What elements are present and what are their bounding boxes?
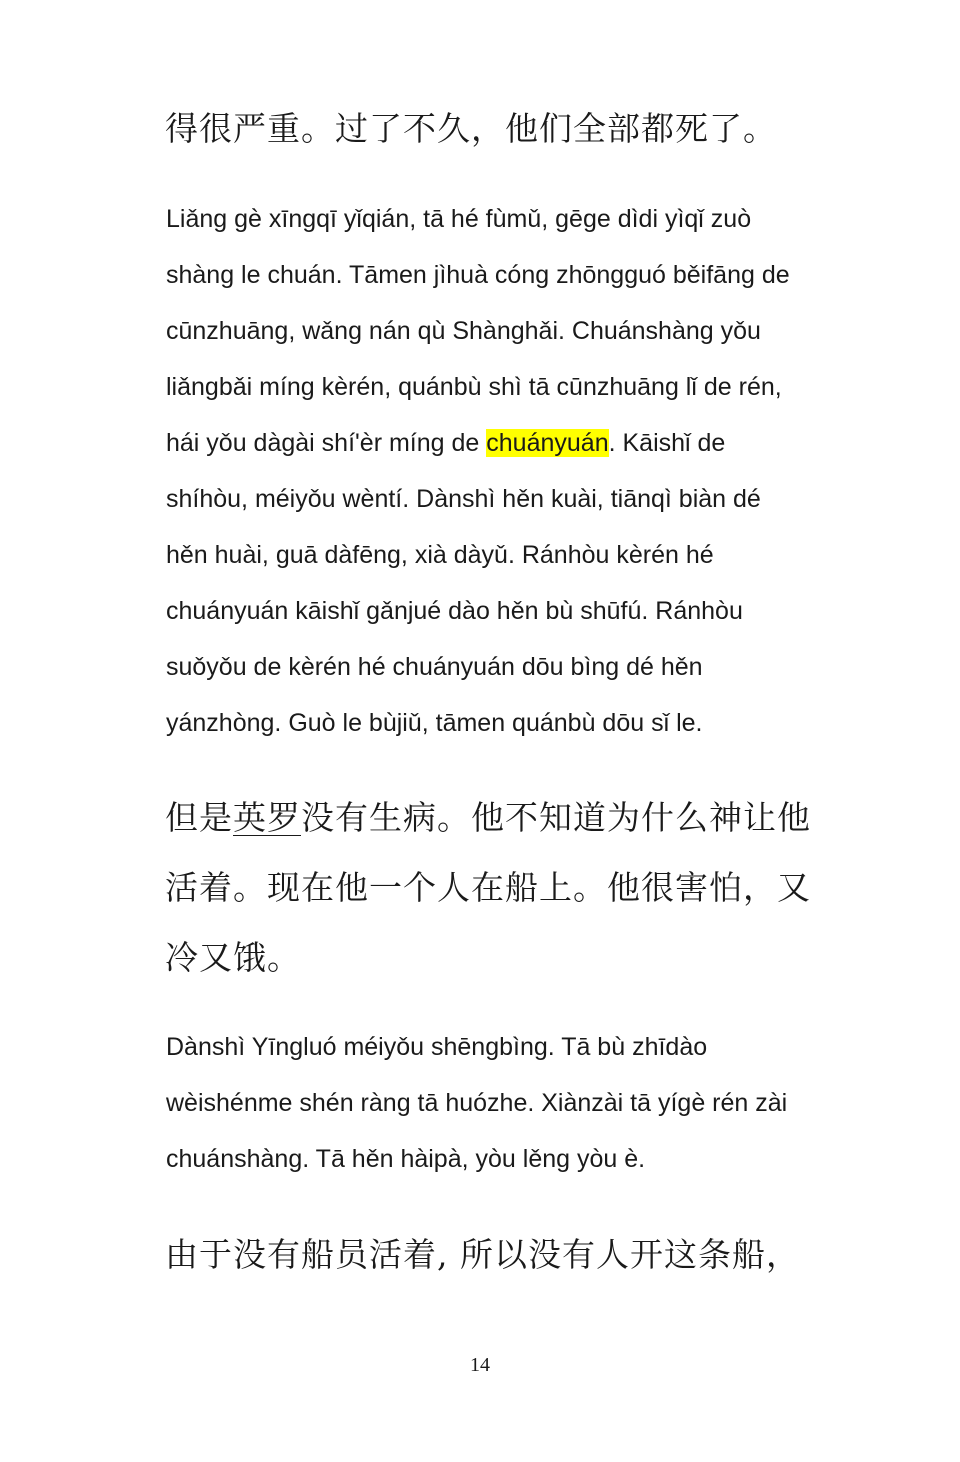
pinyin-text-line: liǎngbǎi míng kèrén, quánbù shì tā cūnzhuāng lǐ de rén, bbox=[166, 373, 782, 401]
chinese-text-line: 活着。现在他一个人在船上。他很害怕，又 bbox=[165, 868, 811, 907]
chinese-text-line: 由于没有船员活着, 所以没有人开这条船， bbox=[165, 1235, 800, 1274]
pinyin-text-line: chuányuán kāishǐ gǎnjué dào hěn bù shūfú. Ránhòu bbox=[166, 597, 743, 625]
chinese-text-segment: 没有生病。他不知道为什么神让他 bbox=[301, 798, 811, 837]
chinese-text-line bbox=[165, 792, 865, 839]
pinyin-text-line: shàng le chuán. Tāmen jìhuà cóng zhōngguó běifāng de bbox=[166, 261, 790, 289]
pinyin-text-line: yánzhòng. Guò le bùjiǔ, tāmen quánbù dōu sǐ le. bbox=[166, 709, 703, 737]
chinese-text-line: 得很严重。过了不久，他们全部都死了。 bbox=[165, 109, 777, 148]
pinyin-text-segment: hái yǒu dàgài shí'èr míng de bbox=[166, 429, 487, 457]
pinyin-text-segment: . Kāishǐ de bbox=[608, 429, 726, 457]
chinese-text-line: 冷又饿。 bbox=[165, 938, 301, 977]
underlined-name: 英罗 bbox=[233, 798, 301, 837]
pinyin-text-line: chuánshàng. Tā hěn hàipà, yòu lěng yòu è. bbox=[166, 1145, 646, 1173]
pinyin-text-line: shíhòu, méiyǒu wèntí. Dànshì hěn kuài, tiānqì biàn dé bbox=[166, 485, 761, 513]
pinyin-text-line: wèishénme shén ràng tā huózhe. Xiànzài tā yígè rén zài bbox=[166, 1089, 788, 1117]
pinyin-text-line: hěn huài, guā dàfēng, xià dàyǔ. Ránhòu kèrén hé bbox=[166, 541, 714, 569]
pinyin-text-line: suǒyǒu de kèrén hé chuányuán dōu bìng dé hěn bbox=[166, 653, 703, 681]
highlighted-word: chuányuán bbox=[486, 429, 609, 457]
page-number: 14 bbox=[470, 1354, 490, 1376]
pinyin-text-line: Dànshì Yīngluó méiyǒu shēngbìng. Tā bù zhīdào bbox=[166, 1033, 708, 1061]
pinyin-text-line bbox=[166, 429, 886, 458]
pinyin-text-line: cūnzhuāng, wǎng nán qù Shànghǎi. Chuánshàng yǒu bbox=[166, 317, 761, 345]
pinyin-text-line: Liǎng gè xīngqī yǐqián, tā hé fùmǔ, gēge dìdi yìqǐ zuò bbox=[166, 205, 752, 233]
chinese-text-segment: 但是 bbox=[165, 798, 233, 837]
